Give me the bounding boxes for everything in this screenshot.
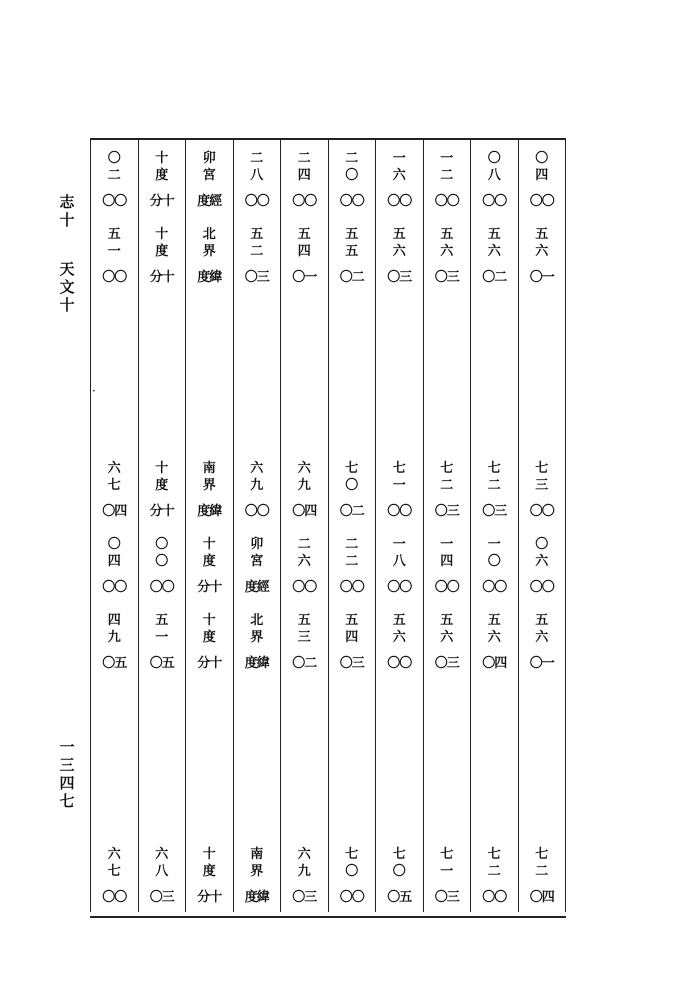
- table-cell: [376, 678, 424, 757]
- table-cell: [91, 371, 139, 450]
- cell-value-top: 七 三: [535, 461, 549, 493]
- cell-value-bottom: 〇〇: [102, 270, 127, 285]
- table-cell: [233, 292, 281, 371]
- table-row: [91, 139, 566, 216]
- cell-value-top: 〇 二: [107, 151, 121, 183]
- table-cell: [471, 678, 519, 757]
- table-cell: [281, 216, 329, 292]
- cell-value-bottom: 〇〇: [529, 504, 554, 519]
- table-cell: [186, 836, 234, 912]
- cell-value-bottom: 〇〇: [434, 194, 459, 209]
- table-body: [91, 139, 566, 912]
- cell-value-top: 五 六: [392, 227, 406, 259]
- cell-value-top: 一 四: [440, 537, 454, 569]
- cell-value-bottom: 〇二: [292, 656, 317, 671]
- table-cell: [518, 139, 566, 216]
- cell-value-bottom: 〇〇: [482, 194, 507, 209]
- table-cell: [281, 602, 329, 678]
- table-row-empty: [91, 757, 566, 836]
- table-cell: [91, 602, 139, 678]
- cell-value-bottom: 〇五: [149, 656, 174, 671]
- table-cell: [423, 602, 471, 678]
- cell-value-bottom: 〇〇: [434, 580, 459, 595]
- cell-value-bottom: 〇三: [149, 890, 174, 905]
- cell-value-top: 六 七: [107, 461, 121, 493]
- cell-value-bottom: 〇〇: [482, 890, 507, 905]
- cell-value-top: 十 度: [202, 537, 216, 569]
- table-cell: [328, 602, 376, 678]
- cell-value-top: 卯 宮: [250, 537, 264, 569]
- cell-value-top: 〇 八: [487, 151, 501, 183]
- table-cell: [233, 371, 281, 450]
- cell-value-bottom: 分十: [197, 580, 222, 595]
- cell-value-bottom: 度經: [197, 194, 222, 209]
- table-cell: [138, 139, 186, 216]
- cell-value-bottom: 分十: [149, 194, 174, 209]
- table-cell: [471, 139, 519, 216]
- table-cell: [233, 139, 281, 216]
- table-cell: [471, 602, 519, 678]
- cell-value-bottom: 〇〇: [529, 580, 554, 595]
- table-cell: [328, 216, 376, 292]
- table-cell: [376, 836, 424, 912]
- cell-value-top: 五 六: [487, 613, 501, 645]
- table-cell: [186, 602, 234, 678]
- table-cell: [376, 371, 424, 450]
- cell-value-top: 五 五: [345, 227, 359, 259]
- cell-value-bottom: 度緯: [244, 890, 269, 905]
- cell-value-top: 六 九: [250, 461, 264, 493]
- page-number: 一 三 四 七: [59, 738, 75, 810]
- cell-value-bottom: 〇三: [244, 270, 269, 285]
- cell-value-bottom: 〇〇: [102, 194, 127, 209]
- table-cell: [281, 836, 329, 912]
- cell-value-bottom: 〇〇: [339, 580, 364, 595]
- table-cell: [518, 602, 566, 678]
- table-cell: [423, 292, 471, 371]
- cell-value-top: 二 〇: [345, 151, 359, 183]
- table-cell: [186, 292, 234, 371]
- cell-value-bottom: 〇〇: [339, 194, 364, 209]
- table-row: [91, 450, 566, 526]
- table-cell: [281, 292, 329, 371]
- table-cell: [281, 757, 329, 836]
- table-cell: [281, 371, 329, 450]
- cell-value-top: 五 四: [345, 613, 359, 645]
- cell-value-top: 二 二: [345, 537, 359, 569]
- cell-value-top: 一 六: [392, 151, 406, 183]
- table-cell: [328, 139, 376, 216]
- table-cell: [376, 292, 424, 371]
- cell-value-bottom: 〇〇: [244, 194, 269, 209]
- table-cell: [423, 678, 471, 757]
- table-cell: [518, 450, 566, 526]
- table-cell: [376, 602, 424, 678]
- cell-value-bottom: 〇三: [482, 504, 507, 519]
- cell-value-bottom: 〇〇: [339, 890, 364, 905]
- cell-value-bottom: 分十: [149, 504, 174, 519]
- cell-value-bottom: 〇〇: [244, 504, 269, 519]
- table-cell: [518, 371, 566, 450]
- table-cell: [471, 371, 519, 450]
- cell-value-bottom: 〇〇: [387, 504, 412, 519]
- cell-value-bottom: 〇〇: [102, 890, 127, 905]
- table-cell: [281, 678, 329, 757]
- cell-value-top: 六 九: [297, 461, 311, 493]
- cell-value-top: 〇 六: [535, 537, 549, 569]
- table-row: [91, 526, 566, 602]
- cell-value-top: 七 〇: [392, 847, 406, 879]
- table-cell: [376, 216, 424, 292]
- table-cell: [186, 216, 234, 292]
- table-row: [91, 216, 566, 292]
- table-cell: [471, 836, 519, 912]
- cell-value-bottom: 分十: [149, 270, 174, 285]
- table-cell: [518, 836, 566, 912]
- cell-value-top: 二 六: [297, 537, 311, 569]
- table-cell: [186, 450, 234, 526]
- cell-value-bottom: 〇〇: [292, 194, 317, 209]
- table-cell: [233, 450, 281, 526]
- cell-value-bottom: 〇三: [292, 890, 317, 905]
- table-cell: [423, 139, 471, 216]
- cell-value-top: 〇 四: [535, 151, 549, 183]
- cell-value-bottom: 〇五: [102, 656, 127, 671]
- cell-value-top: 五 四: [297, 227, 311, 259]
- section-label: 天 文 十: [59, 260, 75, 314]
- table-cell: [91, 292, 139, 371]
- table-cell: [328, 836, 376, 912]
- table-cell: [518, 216, 566, 292]
- table-cell: [423, 216, 471, 292]
- table-cell: [281, 526, 329, 602]
- cell-value-bottom: 〇一: [292, 270, 317, 285]
- margin-dot: ·: [92, 384, 96, 398]
- table-cell: [91, 757, 139, 836]
- table-cell: [138, 836, 186, 912]
- cell-value-bottom: 〇三: [434, 270, 459, 285]
- cell-value-top: 七 二: [440, 461, 454, 493]
- table-cell: [91, 139, 139, 216]
- table-cell: [138, 678, 186, 757]
- table-row-empty: [91, 292, 566, 371]
- cell-value-top: 六 八: [155, 847, 169, 879]
- table-cell: [233, 678, 281, 757]
- table-cell: [186, 371, 234, 450]
- table-cell: [376, 139, 424, 216]
- table-cell: [328, 371, 376, 450]
- cell-value-top: 七 二: [487, 461, 501, 493]
- cell-value-bottom: 〇〇: [387, 580, 412, 595]
- cell-value-bottom: 度緯: [244, 656, 269, 671]
- table-cell: [138, 292, 186, 371]
- cell-value-bottom: 〇五: [387, 890, 412, 905]
- cell-value-top: 〇 〇: [155, 537, 169, 569]
- cell-value-top: 七 二: [535, 847, 549, 879]
- cell-value-bottom: 〇三: [434, 656, 459, 671]
- cell-value-bottom: 〇〇: [529, 194, 554, 209]
- table-row-empty: [91, 371, 566, 450]
- cell-value-top: 北 界: [250, 613, 264, 645]
- table-cell: [138, 216, 186, 292]
- table-cell: [518, 757, 566, 836]
- cell-value-top: 五 六: [440, 227, 454, 259]
- table-cell: [518, 678, 566, 757]
- table-cell: [281, 450, 329, 526]
- table-cell: [91, 526, 139, 602]
- table-cell: [518, 526, 566, 602]
- cell-value-top: 一 八: [392, 537, 406, 569]
- table-cell: [138, 526, 186, 602]
- table-cell: [423, 450, 471, 526]
- cell-value-top: 南 界: [250, 847, 264, 879]
- cell-value-bottom: 〇〇: [292, 580, 317, 595]
- cell-value-bottom: 〇一: [529, 656, 554, 671]
- cell-value-top: 五 一: [155, 613, 169, 645]
- table-cell: [233, 836, 281, 912]
- table-cell: [91, 678, 139, 757]
- table-cell: [328, 526, 376, 602]
- table-cell: [186, 526, 234, 602]
- cell-value-top: 卯 宮: [202, 151, 216, 183]
- cell-value-top: 北 界: [202, 227, 216, 259]
- table-cell: [328, 292, 376, 371]
- table-cell: [328, 757, 376, 836]
- cell-value-top: 二 八: [250, 151, 264, 183]
- cell-value-bottom: 〇二: [339, 270, 364, 285]
- table-cell: [471, 526, 519, 602]
- cell-value-bottom: 〇四: [102, 504, 127, 519]
- table-cell: [186, 139, 234, 216]
- table-cell: [376, 757, 424, 836]
- table-cell: [91, 836, 139, 912]
- table-cell: [233, 216, 281, 292]
- cell-value-bottom: 度經: [244, 580, 269, 595]
- cell-value-top: 七 一: [392, 461, 406, 493]
- cell-value-top: 五 六: [440, 613, 454, 645]
- cell-value-bottom: 〇〇: [387, 194, 412, 209]
- cell-value-bottom: 〇三: [387, 270, 412, 285]
- table-cell: [423, 757, 471, 836]
- cell-value-bottom: 〇〇: [482, 580, 507, 595]
- cell-value-bottom: 度緯: [197, 504, 222, 519]
- cell-value-top: 六 七: [107, 847, 121, 879]
- table-cell: [471, 757, 519, 836]
- cell-value-top: 十 度: [155, 151, 169, 183]
- cell-value-top: 五 六: [535, 613, 549, 645]
- cell-value-bottom: 〇〇: [149, 580, 174, 595]
- cell-value-bottom: 分十: [197, 656, 222, 671]
- cell-value-top: 南 界: [202, 461, 216, 493]
- cell-value-bottom: 度緯: [197, 270, 222, 285]
- table-cell: [233, 602, 281, 678]
- cell-value-bottom: 〇三: [434, 504, 459, 519]
- table-cell: [138, 450, 186, 526]
- table-cell: [423, 836, 471, 912]
- table-cell: [518, 292, 566, 371]
- cell-value-bottom: 〇四: [529, 890, 554, 905]
- table-cell: [186, 678, 234, 757]
- cell-value-top: 十 度: [155, 461, 169, 493]
- cell-value-bottom: 〇〇: [102, 580, 127, 595]
- table-cell: [376, 450, 424, 526]
- cell-value-bottom: 〇〇: [387, 656, 412, 671]
- table-cell: [471, 216, 519, 292]
- cell-value-top: 七 〇: [345, 461, 359, 493]
- cell-value-bottom: 〇三: [434, 890, 459, 905]
- bottom-rule: [90, 916, 566, 918]
- chapter-label: 志 十: [59, 193, 75, 229]
- table-cell: [376, 526, 424, 602]
- cell-value-bottom: 分十: [197, 890, 222, 905]
- cell-value-top: 五 六: [392, 613, 406, 645]
- cell-value-top: 五 二: [250, 227, 264, 259]
- cell-value-top: 五 六: [535, 227, 549, 259]
- cell-value-top: 二 四: [297, 151, 311, 183]
- cell-value-bottom: 〇三: [339, 656, 364, 671]
- cell-value-bottom: 〇四: [292, 504, 317, 519]
- table-cell: [423, 526, 471, 602]
- table-cell: [328, 450, 376, 526]
- table-cell: [186, 757, 234, 836]
- table-cell: [138, 602, 186, 678]
- cell-value-top: 〇 四: [107, 537, 121, 569]
- table-cell: [328, 678, 376, 757]
- table-cell: [91, 450, 139, 526]
- cell-value-top: 十 度: [155, 227, 169, 259]
- cell-value-bottom: 〇一: [529, 270, 554, 285]
- table-row: [91, 836, 566, 912]
- table-cell: [281, 139, 329, 216]
- table-row-empty: [91, 678, 566, 757]
- cell-value-top: 十 度: [202, 613, 216, 645]
- table-cell: [423, 371, 471, 450]
- table-cell: [138, 757, 186, 836]
- table-row: [91, 602, 566, 678]
- cell-value-top: 五 六: [487, 227, 501, 259]
- star-coordinate-table: [90, 138, 566, 912]
- cell-value-top: 一 二: [440, 151, 454, 183]
- cell-value-bottom: 〇二: [482, 270, 507, 285]
- table-cell: [91, 216, 139, 292]
- table-cell: [471, 450, 519, 526]
- cell-value-top: 一 〇: [487, 537, 501, 569]
- cell-value-top: 十 度: [202, 847, 216, 879]
- cell-value-top: 七 一: [440, 847, 454, 879]
- cell-value-top: 七 〇: [345, 847, 359, 879]
- table-cell: [233, 526, 281, 602]
- cell-value-top: 五 三: [297, 613, 311, 645]
- table-cell: [471, 292, 519, 371]
- cell-value-bottom: 〇二: [339, 504, 364, 519]
- cell-value-top: 四 九: [107, 613, 121, 645]
- cell-value-top: 七 二: [487, 847, 501, 879]
- table-cell: [138, 371, 186, 450]
- cell-value-top: 六 九: [297, 847, 311, 879]
- table-cell: [233, 757, 281, 836]
- cell-value-top: 五 一: [107, 227, 121, 259]
- cell-value-bottom: 〇四: [482, 656, 507, 671]
